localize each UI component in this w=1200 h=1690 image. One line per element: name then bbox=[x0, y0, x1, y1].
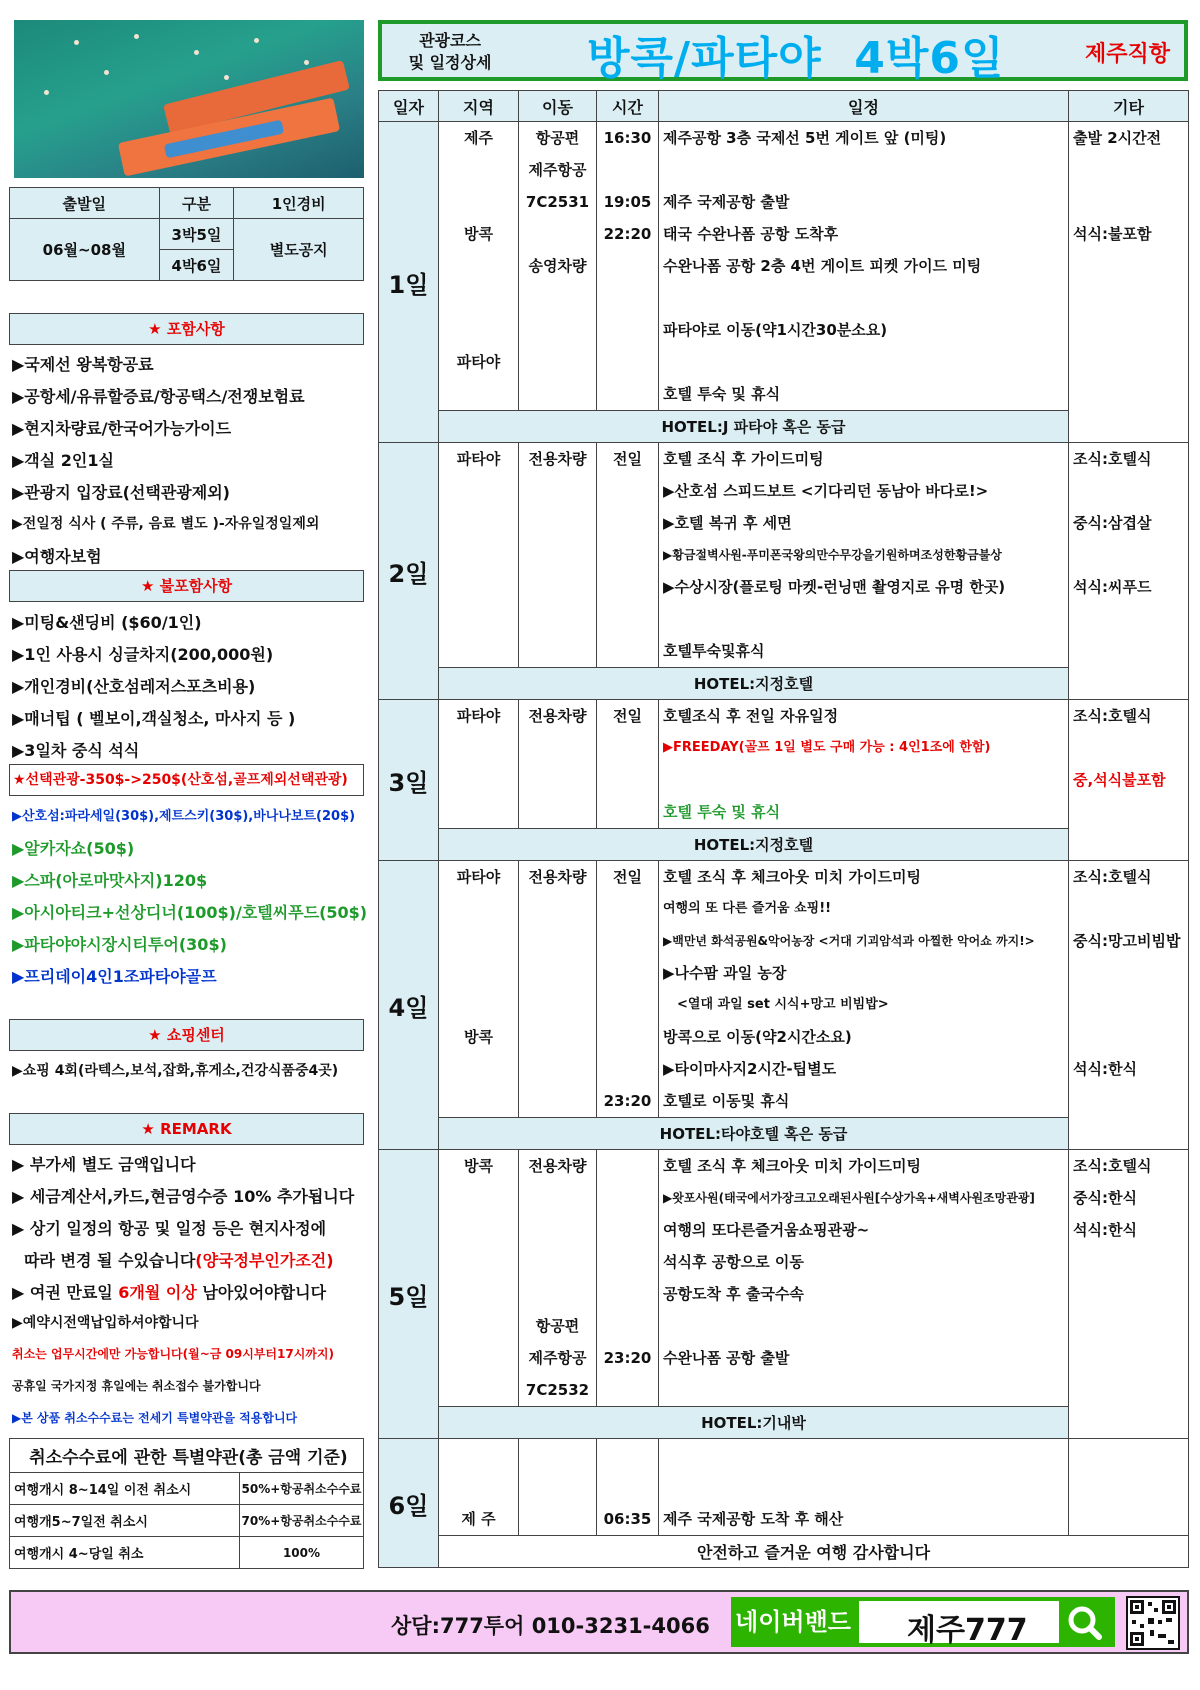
cell-line: 전일 bbox=[613, 868, 642, 886]
hotel-row: HOTEL:타야호텔 혹은 동급 bbox=[439, 1118, 1069, 1150]
hotel-row: HOTEL:지정호텔 bbox=[439, 668, 1069, 700]
cell-line: 전일 bbox=[613, 450, 642, 468]
cell-line: ▶호텔 복귀 후 세면 bbox=[663, 514, 792, 532]
included-heading: ★ 포함사항 bbox=[9, 313, 364, 345]
cell-line: 조식:호텔식 bbox=[1073, 868, 1152, 886]
cell-line: 전용차량 bbox=[528, 707, 587, 725]
cell-line: 제주공항 3층 국제선 5번 게이트 앞 (미팅) bbox=[663, 129, 947, 147]
plan-cell bbox=[659, 1150, 1069, 1407]
title-banner bbox=[378, 20, 1188, 84]
col-plan: 일정 bbox=[659, 91, 1069, 122]
optional-item: ▶아시아티크+선상디너(100$)/호텔씨푸드(50$) bbox=[12, 903, 368, 922]
cell-line: ▶황금절벽사원-푸미폰국왕의만수무강을기원하며조성한황금불상 bbox=[663, 548, 1002, 562]
excluded-item: ▶매너팁 ( 벨보이,객실청소, 마사지 등 ) bbox=[12, 709, 296, 728]
shopping-item: ▶쇼핑 4회(라텍스,보석,잡화,휴게소,건강식품중4곳) bbox=[12, 1063, 339, 1079]
cancel-when: 여행개시 4~당일 취소 bbox=[10, 1537, 240, 1569]
time-cell bbox=[597, 443, 659, 668]
cell-line: ▶산호섬 스피드보트 <기다리던 동남아 바다로!> bbox=[663, 482, 989, 500]
golf-option: ▶프리데이4인1조파타야골프 bbox=[12, 967, 217, 986]
hotel-row: HOTEL:지정호텔 bbox=[439, 829, 1069, 861]
cell-line bbox=[439, 186, 518, 218]
time-cell bbox=[597, 1439, 659, 1536]
excluded-heading: ★ 불포함사항 bbox=[9, 570, 364, 602]
time-cell bbox=[597, 861, 659, 1118]
cell-line: 중식:한식 bbox=[1073, 1189, 1137, 1207]
qr-code-icon bbox=[1126, 1596, 1180, 1650]
cell-line: 방콕으로 이동(약2시간소요) bbox=[663, 1028, 852, 1046]
plan-cell bbox=[659, 443, 1069, 668]
etc-cell bbox=[1069, 700, 1189, 861]
optional-item: ▶파타야야시장시티투어(30$) bbox=[12, 935, 227, 954]
cell-line: ▶FREEDAY(골프 1일 별도 구매 가능 : 4인1조에 한함) bbox=[663, 740, 991, 755]
cell-line bbox=[519, 346, 596, 378]
etc-cell bbox=[1069, 1439, 1189, 1536]
plan-cell bbox=[659, 1439, 1069, 1536]
footer-bar bbox=[9, 1590, 1189, 1654]
contact-info: 상담:777투어 010-3231-4066 bbox=[391, 1614, 710, 1638]
cell-line bbox=[439, 282, 518, 314]
remark-line bbox=[24, 1248, 334, 1271]
cell-line: 호텔로 이동및 휴식 bbox=[663, 1092, 790, 1110]
search-icon[interactable] bbox=[1059, 1601, 1111, 1643]
etc-cell bbox=[1069, 122, 1189, 443]
col-move: 이동 bbox=[519, 91, 597, 122]
cell-line bbox=[519, 378, 596, 410]
remark-line: ▶ 상기 일정의 항공 및 일정 등은 현지사정에 bbox=[12, 1219, 327, 1238]
move-cell bbox=[519, 122, 597, 411]
cell-line: 공항도착 후 출국수속 bbox=[663, 1285, 804, 1303]
cell-line: 호텔 조식 후 체크아웃 미치 가이드미팅 bbox=[663, 1157, 921, 1175]
subtitle-line: 관광코스 bbox=[419, 31, 481, 50]
cell-line: 파타야 bbox=[456, 450, 501, 468]
cell-line bbox=[439, 250, 518, 282]
region-cell bbox=[439, 700, 519, 829]
cell-line: 여행의 또 다른 즐거움 쇼핑!! bbox=[663, 901, 832, 916]
remark-line: ▶예약시전액납입하셔야합니다 bbox=[12, 1315, 199, 1331]
etc-cell bbox=[1069, 861, 1189, 1150]
cell-line: 석식:씨푸드 bbox=[1073, 578, 1152, 596]
cell-line bbox=[519, 314, 596, 346]
col-time: 시간 bbox=[597, 91, 659, 122]
etc-cell bbox=[1069, 443, 1189, 700]
cell-line bbox=[659, 346, 1068, 378]
excluded-item: ▶미팅&샌딩비 ($60/1인) bbox=[12, 613, 202, 632]
cell-line: 호텔 조식 후 체크아웃 미치 가이드미팅 bbox=[663, 868, 921, 886]
remark-text: 따라 변경 될 수있습니다 bbox=[24, 1251, 196, 1270]
cell-line bbox=[597, 378, 658, 410]
closing-message: 안전하고 즐거운 여행 감사합니다 bbox=[439, 1536, 1189, 1568]
cell-line: 전용차량 bbox=[528, 450, 587, 468]
cell-line: 여행의 또다른즐거움쇼핑관광~ bbox=[663, 1221, 870, 1239]
cell-line: 파타야 bbox=[456, 707, 501, 725]
cell-line: 제주항공 bbox=[528, 161, 587, 179]
cell-line: 호텔투숙및휴식 bbox=[663, 642, 765, 660]
cell-line: ▶수상시장(플로팅 마켓-런닝맨 촬영지로 유명 한곳) bbox=[663, 578, 1006, 596]
cell-line: 제주 국제공항 출발 bbox=[663, 193, 790, 211]
remark-text: 남아있어야합니다 bbox=[196, 1283, 327, 1302]
header-departure: 출발일 bbox=[10, 188, 160, 219]
region-cell bbox=[439, 1150, 519, 1407]
cell-line: 전용차량 bbox=[528, 1157, 587, 1175]
cell-line: 석식:한식 bbox=[1073, 1221, 1137, 1239]
cell-line: 7C2532 bbox=[525, 1381, 590, 1399]
option-3n5d: 3박5일 bbox=[159, 219, 234, 250]
remark-line: 공휴일 국가지정 휴일에는 취소접수 불가합니다 bbox=[12, 1379, 261, 1393]
cell-line bbox=[659, 282, 1068, 314]
remark-line: ▶ 부가세 별도 금액입니다 bbox=[12, 1155, 196, 1174]
cell-line: 호텔 조식 후 가이드미팅 bbox=[663, 450, 824, 468]
cell-line: 출발 2시간전 bbox=[1073, 129, 1162, 147]
col-etc: 기타 bbox=[1069, 91, 1189, 122]
cell-line: 송영차량 bbox=[528, 257, 587, 275]
move-cell bbox=[519, 443, 597, 668]
cell-line: 석식:한식 bbox=[1073, 1060, 1137, 1078]
cell-line: 파타야로 이동(약1시간30분소요) bbox=[663, 321, 888, 339]
day-label: 5일 bbox=[379, 1150, 439, 1439]
cell-line bbox=[1069, 539, 1188, 571]
tour-photo bbox=[14, 20, 364, 178]
cell-line: 06:35 bbox=[603, 1510, 652, 1528]
etc-cell bbox=[1069, 1150, 1189, 1439]
cell-line bbox=[597, 250, 658, 282]
cell-line: ▶타이마사지2시간-팁별도 bbox=[663, 1060, 837, 1078]
cell-line bbox=[597, 154, 658, 186]
remark-highlight: (양국정부인가조건) bbox=[195, 1251, 334, 1270]
cell-line: 호텔 투숙 및 휴식 bbox=[663, 385, 781, 403]
cell-line: 중,석식불포함 bbox=[1073, 771, 1166, 789]
title-subtitle bbox=[400, 30, 500, 74]
departure-period: 06월~08월 bbox=[10, 219, 160, 281]
remark-line: ▶ 세금계산서,카드,현금영수증 10% 추가됩니다 bbox=[12, 1187, 355, 1206]
cell-line bbox=[439, 314, 518, 346]
option-4n6d: 4박6일 bbox=[159, 250, 234, 281]
cell-line bbox=[597, 314, 658, 346]
hotel-row: HOTEL:기내박 bbox=[439, 1407, 1069, 1439]
cell-line: ▶백만년 화석공원&악어농장 <거대 기괴암석과 아찔한 악어쇼 까지!> bbox=[663, 934, 1035, 948]
excluded-item: ▶개인경비(산호섬레저스포츠비용) bbox=[12, 677, 256, 696]
cell-line: 파타야 bbox=[456, 868, 501, 886]
cancellation-table bbox=[9, 1438, 364, 1569]
remark-text: ▶ 여권 만료일 bbox=[12, 1283, 119, 1302]
remark-line: 취소는 업무시간에만 가능합니다(월~금 09시부터17시까지) bbox=[12, 1347, 334, 1361]
band-search-box[interactable] bbox=[855, 1597, 1115, 1647]
cell-line: 제주 bbox=[464, 129, 493, 147]
col-day: 일자 bbox=[379, 91, 439, 122]
region-cell bbox=[439, 861, 519, 1118]
hotel-row: HOTEL:J 파타야 혹은 동급 bbox=[439, 411, 1069, 443]
naver-band-label[interactable]: 네이버밴드 bbox=[731, 1597, 855, 1647]
cell-line: <열대 과일 set 시식+망고 비빔밥> bbox=[677, 997, 889, 1012]
cell-line: 방콕 bbox=[464, 1028, 493, 1046]
cell-line: ▶나수팜 과일 농장 bbox=[663, 964, 787, 982]
cell-line bbox=[1069, 732, 1188, 764]
included-item: ▶현지차량료/한국어가능가이드 bbox=[12, 419, 232, 438]
cell-line: 중식:망고비빔밥 bbox=[1073, 932, 1181, 950]
cell-line bbox=[597, 346, 658, 378]
included-item: ▶관광지 입장료(선택관광제외) bbox=[12, 483, 230, 502]
subtitle-line: 및 일정상세 bbox=[408, 53, 492, 72]
region-cell bbox=[439, 122, 519, 411]
time-cell bbox=[597, 700, 659, 829]
cell-line: 석식:불포함 bbox=[1073, 225, 1152, 243]
cell-line bbox=[1069, 475, 1188, 507]
move-cell bbox=[519, 700, 597, 829]
cancel-when: 여행개5~7일전 취소시 bbox=[10, 1505, 240, 1537]
cell-line: 23:20 bbox=[603, 1092, 652, 1110]
cell-line: 방콕 bbox=[464, 1157, 493, 1175]
included-item: ▶국제선 왕복항공료 bbox=[12, 355, 154, 374]
cell-line: 조식:호텔식 bbox=[1073, 450, 1152, 468]
time-cell bbox=[597, 1150, 659, 1407]
cell-line: 22:20 bbox=[603, 225, 652, 243]
cell-line: 제주 국제공항 도착 후 해산 bbox=[663, 1510, 844, 1528]
cell-line bbox=[659, 603, 1068, 635]
coral-island-options: ▶산호섬:파라세일(30$),제트스키(30$),바나나보트(20$) bbox=[12, 809, 356, 824]
price-table bbox=[9, 187, 364, 281]
cell-line: 19:05 bbox=[603, 193, 652, 211]
cell-line: 중식:삼겹살 bbox=[1073, 514, 1152, 532]
cell-line bbox=[1069, 154, 1188, 186]
cell-line bbox=[439, 378, 518, 410]
plan-cell bbox=[659, 861, 1069, 1118]
cell-line: 태국 수완나폼 공항 도착후 bbox=[663, 225, 839, 243]
day-label: 2일 bbox=[379, 443, 439, 700]
included-item: ▶전일정 식사 ( 주류, 음료 별도 )-자유일정일제외 bbox=[12, 516, 320, 532]
cell-line: 수완나폼 공항 2층 4번 게이트 피켓 가이드 미팅 bbox=[663, 257, 982, 275]
region-cell bbox=[439, 1439, 519, 1536]
cell-line: ▶왓포사원(태국에서가장크고오래된사원[수상가옥+새벽사원조망관광] bbox=[663, 1191, 1035, 1205]
cell-line: 조식:호텔식 bbox=[1073, 1157, 1152, 1175]
cell-line bbox=[519, 282, 596, 314]
cell-line: 항공편 bbox=[535, 129, 580, 147]
price-note: 별도공지 bbox=[234, 219, 364, 281]
day-label: 3일 bbox=[379, 700, 439, 861]
shopping-heading: ★ 쇼핑센터 bbox=[9, 1019, 364, 1051]
cell-line: 수완나폼 공항 출발 bbox=[663, 1349, 790, 1367]
cell-line: 7C2531 bbox=[525, 193, 590, 211]
included-item: ▶공항세/유류할증료/항공택스/전쟁보험료 bbox=[12, 387, 305, 406]
cell-line bbox=[659, 764, 1068, 796]
cell-line bbox=[439, 154, 518, 186]
cell-line: 호텔조식 후 전일 자유일정 bbox=[663, 707, 839, 725]
cell-line bbox=[1069, 186, 1188, 218]
optional-tour-box: ★선택관광-350$->250$(산호섬,골프제외선택관광) bbox=[9, 764, 364, 796]
remark-line bbox=[12, 1280, 326, 1303]
search-keyword: 제주777 bbox=[907, 1613, 1028, 1648]
day-label: 1일 bbox=[379, 122, 439, 443]
excluded-item: ▶1인 사용시 싱글차지(200,000원) bbox=[12, 645, 274, 664]
cell-line: 전일 bbox=[613, 707, 642, 725]
cancel-fee: 70%+항공취소수수료 bbox=[240, 1505, 364, 1537]
time-cell bbox=[597, 122, 659, 411]
region-cell bbox=[439, 443, 519, 668]
cell-line: 파타야 bbox=[456, 353, 501, 371]
cell-line: 23:20 bbox=[603, 1349, 652, 1367]
move-cell bbox=[519, 1439, 597, 1536]
day-label: 6일 bbox=[379, 1439, 439, 1568]
cell-line: 16:30 bbox=[603, 129, 652, 147]
header-cost: 1인경비 bbox=[234, 188, 364, 219]
cell-line: 조식:호텔식 bbox=[1073, 707, 1152, 725]
header-type: 구분 bbox=[159, 188, 234, 219]
remark-heading: ★ REMARK bbox=[9, 1113, 364, 1145]
cell-line: 제 주 bbox=[461, 1510, 496, 1528]
schedule-table bbox=[378, 90, 1189, 1568]
cancel-fee: 50%+항공취소수수료 bbox=[240, 1473, 364, 1505]
cell-line: 제주항공 bbox=[528, 1349, 587, 1367]
cell-line: 방콕 bbox=[464, 225, 493, 243]
included-item: ▶여행자보험 bbox=[12, 547, 102, 566]
excluded-item: ▶3일차 중식 석식 bbox=[12, 741, 140, 760]
move-cell bbox=[519, 861, 597, 1118]
plan-cell bbox=[659, 700, 1069, 829]
cell-line: 전용차량 bbox=[528, 868, 587, 886]
cancel-when: 여행개시 8~14일 이전 취소시 bbox=[10, 1473, 240, 1505]
included-item: ▶객실 2인1실 bbox=[12, 451, 114, 470]
cancellation-title: 취소수수료에 관한 특별약관(총 금액 기준) bbox=[10, 1439, 364, 1473]
col-region: 지역 bbox=[439, 91, 519, 122]
optional-item: ▶알카자쇼(50$) bbox=[12, 839, 135, 858]
remark-highlight: 6개월 이상 bbox=[118, 1283, 197, 1302]
plan-cell bbox=[659, 122, 1069, 411]
remark-line: ▶본 상품 취소수수료는 전세기 특별약관을 적용합니다 bbox=[12, 1411, 298, 1425]
cell-line: 석식후 공항으로 이동 bbox=[663, 1253, 804, 1271]
cell-line: 호텔 투숙 및 휴식 bbox=[663, 803, 781, 821]
optional-item: ▶스파(아로마맛사지)120$ bbox=[12, 871, 208, 890]
cell-line bbox=[597, 282, 658, 314]
cancel-fee: 100% bbox=[240, 1537, 364, 1569]
page-title: 방콕/파타야 4박6일 bbox=[587, 33, 1005, 84]
cell-line bbox=[659, 154, 1068, 186]
move-cell bbox=[519, 1150, 597, 1407]
direct-flight-tag: 제주직항 bbox=[1084, 42, 1170, 67]
day-label: 4일 bbox=[379, 861, 439, 1150]
cell-line bbox=[519, 218, 596, 250]
cell-line: 항공편 bbox=[535, 1317, 580, 1335]
